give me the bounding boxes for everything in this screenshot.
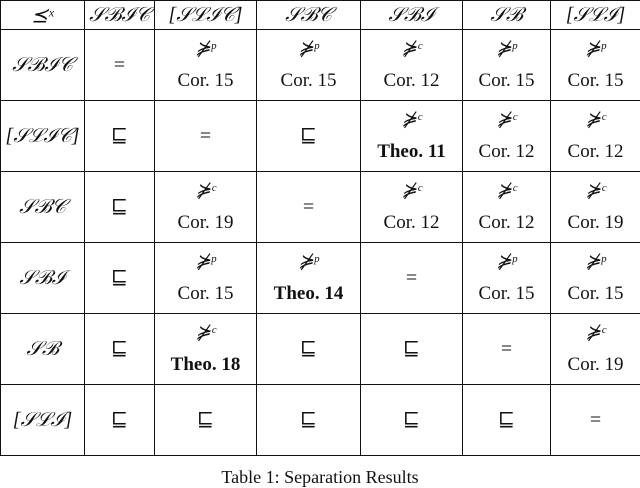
reference-text: Cor. 12 bbox=[361, 70, 462, 92]
reference-text: Cor. 12 bbox=[463, 141, 550, 163]
table-caption: Table 1: Separation Results bbox=[0, 466, 640, 488]
table-row bbox=[1, 243, 640, 314]
relation-symbol: ⊑ bbox=[85, 125, 154, 147]
relation-symbol: = bbox=[463, 338, 550, 360]
relation-symbol: ⊑ bbox=[361, 338, 462, 360]
table-cell bbox=[155, 30, 257, 101]
relation-symbol: ⊑ bbox=[85, 409, 154, 431]
table-cell bbox=[551, 243, 640, 314]
table-cell bbox=[155, 314, 257, 385]
relation-symbol: = bbox=[257, 196, 360, 218]
table-cell bbox=[551, 385, 640, 456]
table-cell bbox=[257, 30, 361, 101]
table-cell bbox=[155, 243, 257, 314]
non-relation-symbol: ⋡ᵖ bbox=[257, 251, 360, 271]
column-header: 𝒮ℬ𝒞 bbox=[257, 1, 361, 30]
table-cell bbox=[551, 30, 640, 101]
row-header: [𝒮ℒℐ] bbox=[1, 385, 85, 456]
reference-text: Cor. 15 bbox=[257, 70, 360, 92]
table-cell bbox=[463, 30, 551, 101]
non-relation-symbol: ⋡ᶜ bbox=[463, 109, 550, 129]
table-row bbox=[1, 314, 640, 385]
table-row bbox=[1, 385, 640, 456]
reference-text: Cor. 12 bbox=[361, 212, 462, 234]
table-cell bbox=[361, 30, 463, 101]
non-relation-symbol: ⋡ᶜ bbox=[463, 180, 550, 200]
relation-symbol: ⊑ bbox=[257, 125, 360, 147]
table-cell bbox=[85, 314, 155, 385]
relation-symbol: ⊑ bbox=[257, 338, 360, 360]
relation-symbol: ⊑ bbox=[257, 409, 360, 431]
table-cell bbox=[361, 385, 463, 456]
reference-text: Cor. 15 bbox=[463, 283, 550, 305]
non-relation-symbol: ⋡ᶜ bbox=[551, 109, 640, 129]
table-cell bbox=[463, 385, 551, 456]
table-body bbox=[1, 30, 640, 456]
table-cell bbox=[257, 385, 361, 456]
table-cell bbox=[85, 101, 155, 172]
row-header: 𝒮ℬℐ bbox=[1, 243, 85, 314]
non-relation-symbol: ⋡ᵖ bbox=[551, 38, 640, 58]
table-cell bbox=[155, 101, 257, 172]
reference-text: Cor. 19 bbox=[155, 212, 256, 234]
non-relation-symbol: ⋡ᶜ bbox=[361, 180, 462, 200]
table-cell bbox=[257, 172, 361, 243]
reference-text: Cor. 12 bbox=[463, 212, 550, 234]
reference-text: Theo. 11 bbox=[361, 141, 462, 163]
column-header: 𝒮ℬℐ bbox=[361, 1, 463, 30]
non-relation-symbol: ⋡ᵖ bbox=[463, 38, 550, 58]
table-cell bbox=[155, 172, 257, 243]
relation-symbol: ⊑ bbox=[361, 409, 462, 431]
non-relation-symbol: ⋡ᵖ bbox=[155, 251, 256, 271]
table-cell bbox=[257, 314, 361, 385]
table-cell bbox=[463, 243, 551, 314]
relation-symbol: ⊑ bbox=[85, 267, 154, 289]
relation-symbol: = bbox=[551, 409, 640, 431]
table-cell bbox=[551, 101, 640, 172]
reference-text: Theo. 14 bbox=[257, 283, 360, 305]
row-header: 𝒮ℬ𝒞 bbox=[1, 172, 85, 243]
table-cell bbox=[257, 243, 361, 314]
table-cell bbox=[85, 385, 155, 456]
column-header: [𝒮ℒℐ𝒞] bbox=[155, 1, 257, 30]
header-row bbox=[1, 1, 640, 30]
non-relation-symbol: ⋡ᵖ bbox=[155, 38, 256, 58]
table-cell bbox=[463, 101, 551, 172]
corner-cell: ⪯ˣ bbox=[1, 1, 85, 30]
row-header: 𝒮ℬℐ𝒞 bbox=[1, 30, 85, 101]
relation-symbol: = bbox=[155, 125, 256, 147]
table-cell bbox=[551, 314, 640, 385]
relation-symbol: = bbox=[361, 267, 462, 289]
relation-symbol: = bbox=[85, 54, 154, 76]
non-relation-symbol: ⋡ᵖ bbox=[551, 251, 640, 271]
relation-symbol: ⊑ bbox=[155, 409, 256, 431]
relation-symbol: ⊑ bbox=[463, 409, 550, 431]
non-relation-symbol: ⋡ᶜ bbox=[361, 109, 462, 129]
non-relation-symbol: ⋡ᶜ bbox=[155, 322, 256, 342]
non-relation-symbol: ⋡ᶜ bbox=[361, 38, 462, 58]
table-cell bbox=[551, 172, 640, 243]
table-cell bbox=[155, 385, 257, 456]
reference-text: Cor. 19 bbox=[551, 212, 640, 234]
reference-text: Cor. 15 bbox=[155, 70, 256, 92]
table-cell bbox=[361, 314, 463, 385]
reference-text: Cor. 12 bbox=[551, 141, 640, 163]
table-row bbox=[1, 30, 640, 101]
reference-text: Cor. 15 bbox=[551, 70, 640, 92]
reference-text: Cor. 15 bbox=[463, 70, 550, 92]
column-header: 𝒮ℬ bbox=[463, 1, 551, 30]
non-relation-symbol: ⋡ᶜ bbox=[551, 322, 640, 342]
relation-symbol: ⊑ bbox=[85, 338, 154, 360]
table-cell bbox=[85, 172, 155, 243]
row-header: [𝒮ℒℐ𝒞] bbox=[1, 101, 85, 172]
table-cell bbox=[463, 172, 551, 243]
relation-symbol: ⊑ bbox=[85, 196, 154, 218]
table-cell bbox=[361, 101, 463, 172]
table-cell bbox=[463, 314, 551, 385]
table-cell bbox=[257, 101, 361, 172]
column-header: 𝒮ℬℐ𝒞 bbox=[85, 1, 155, 30]
reference-text: Cor. 15 bbox=[551, 283, 640, 305]
column-header: [𝒮ℒℐ] bbox=[551, 1, 640, 30]
table-cell bbox=[85, 30, 155, 101]
reference-text: Theo. 18 bbox=[155, 354, 256, 376]
reference-text: Cor. 15 bbox=[155, 283, 256, 305]
non-relation-symbol: ⋡ᶜ bbox=[551, 180, 640, 200]
non-relation-symbol: ⋡ᶜ bbox=[155, 180, 256, 200]
table-row bbox=[1, 172, 640, 243]
non-relation-symbol: ⋡ᵖ bbox=[463, 251, 550, 271]
row-header: 𝒮ℬ bbox=[1, 314, 85, 385]
non-relation-symbol: ⋡ᵖ bbox=[257, 38, 360, 58]
table-cell bbox=[361, 172, 463, 243]
reference-text: Cor. 19 bbox=[551, 354, 640, 376]
table-cell bbox=[85, 243, 155, 314]
table-cell bbox=[361, 243, 463, 314]
table-row bbox=[1, 101, 640, 172]
